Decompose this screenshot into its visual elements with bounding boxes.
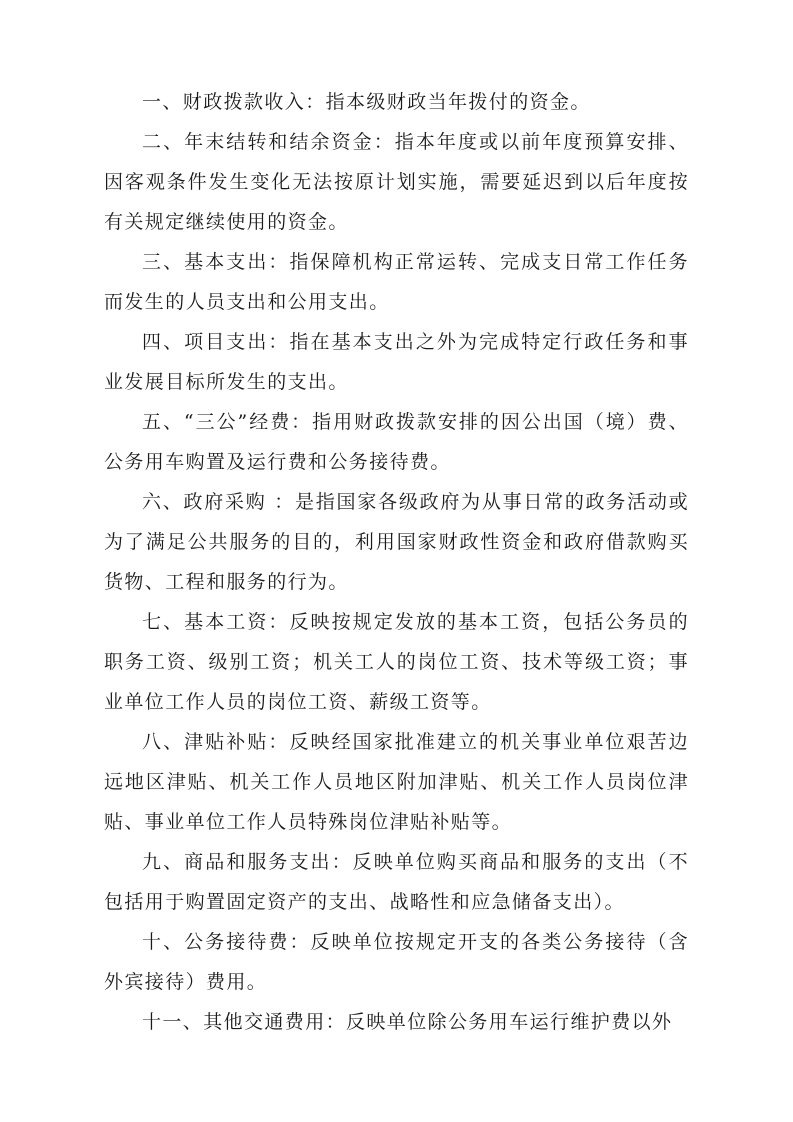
paragraph-goods-services-expenditure: 九、商品和服务支出：反映单位购买商品和服务的支出（不包括用于购置固定资产的支出、战略性和应急储备支出）。 xyxy=(104,851,689,913)
paragraph-other-transport-costs: 十一、其他交通费用：反映单位除公务用车运行维护费以外 xyxy=(142,1011,673,1033)
paragraph-allowances-subsidies: 八、津贴补贴：反映经国家批准建立的机关事业单位艰苦边远地区津贴、机关工作人员地区附加津贴、机关工作人员岗位津贴、事业单位工作人员特殊岗位津贴补贴等。 xyxy=(104,731,689,833)
paragraph-government-procurement: 六、政府采购 ：是指国家各级政府为从事日常的政务活动或为了满足公共服务的目的，利用国家财政性资金和政府借款购买货物、工程和服务的行为。 xyxy=(104,491,689,593)
paragraph-three-public-funds: 五、“三公”经费：指用财政拨款安排的因公出国（境）费、公务用车购置及运行费和公务接待费。 xyxy=(104,411,689,473)
paragraph-project-expenditure: 四、项目支出：指在基本支出之外为完成特定行政任务和事业发展目标所发生的支出。 xyxy=(104,331,689,393)
paragraph-carryover-funds: 二、年末结转和结余资金：指本年度或以前年度预算安排、因客观条件发生变化无法按原计划实施，需要延迟到以后年度按有关规定继续使用的资金。 xyxy=(104,131,689,233)
paragraph-fiscal-appropriation-income: 一、财政拨款收入：指本级财政当年拨付的资金。 xyxy=(142,91,591,113)
paragraph-basic-salary: 七、基本工资：反映按规定发放的基本工资，包括公务员的职务工资、级别工资；机关工人的岗位工资、技术等级工资；事业单位工作人员的岗位工资、薪级工资等。 xyxy=(104,611,689,713)
paragraph-basic-expenditure: 三、基本支出：指保障机构正常运转、完成支日常工作任务而发生的人员支出和公用支出。 xyxy=(104,251,689,313)
document-body xyxy=(104,82,689,1042)
paragraph-official-reception-fee: 十、公务接待费：反映单位按规定开支的各类公务接待（含外宾接待）费用。 xyxy=(104,931,689,993)
